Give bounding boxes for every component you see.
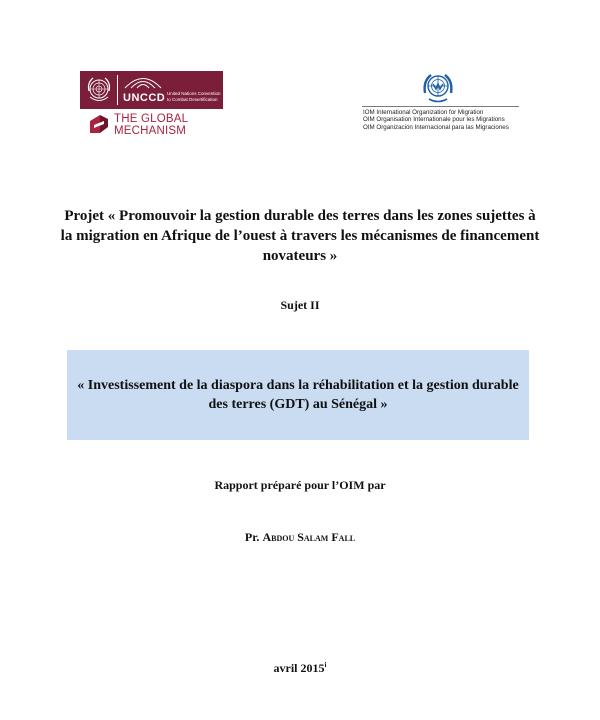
author-line: Pr. Abdou Salam Fall — [244, 530, 356, 544]
report-date: avril 2015$^i$ — [273, 661, 327, 675]
global-mechanism-logo — [88, 113, 188, 137]
iom-name-en: IOM International Organization for Migration — [363, 109, 484, 116]
unccd-wordmark: UNCCD — [123, 92, 166, 104]
iom-name-es: OIM Organización Internacional para las Migraciones — [363, 123, 509, 131]
subject-label: Sujet II — [280, 298, 320, 312]
un-emblem-icon — [84, 75, 114, 105]
author-name: Abdou Salam Fall — [262, 530, 356, 544]
logo-divider — [117, 75, 118, 105]
iom-names — [363, 109, 543, 131]
global-mechanism-wordmark: THE GLOBAL MECHANISM — [114, 113, 189, 137]
unccd-caption: United Nations Convention to Combat Desertification — [167, 91, 221, 102]
iom-divider — [362, 106, 519, 107]
iom-name-fr: OIM Organisation Internationale pour les Migrations — [363, 116, 505, 124]
unccd-logo — [80, 71, 223, 109]
iom-emblem-icon — [421, 71, 455, 105]
project-title: Projet « Promouvoir la gestion durable des terres dans les zones sujettes à la migration en Afrique de l’ouest à travers les mécanismes de financement novateurs » — [60, 208, 540, 264]
unccd-sun-icon — [123, 73, 163, 89]
global-mechanism-icon — [88, 113, 110, 135]
date-footnote-marker: i — [324, 661, 327, 669]
main-title: « Investissement de la diaspora dans la réhabilitation et la gestion durable des terres (GDT) au Sénégal » — [77, 378, 519, 412]
prepared-for-line: Rapport préparé pour l’OIM par — [214, 478, 386, 492]
